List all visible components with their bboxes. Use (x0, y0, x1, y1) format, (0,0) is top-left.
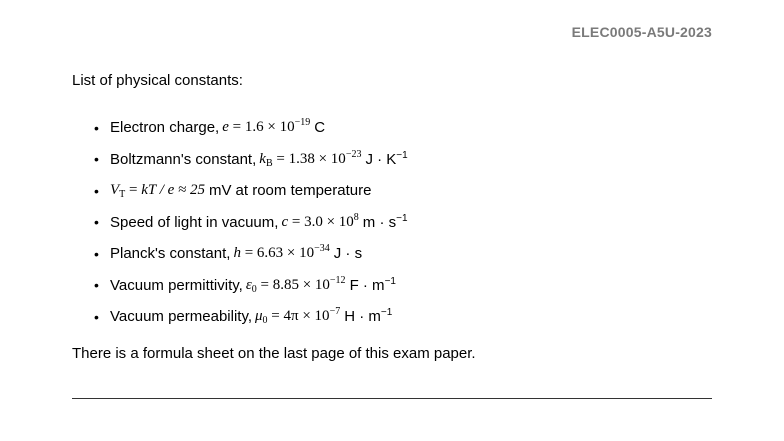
constant-subscript: 0 (251, 283, 257, 295)
constant-unit: C (314, 119, 326, 137)
constant-symbol: h (233, 245, 241, 262)
constant-label: Boltzmann's constant, (110, 150, 257, 168)
constant-value: kT / e ≈ 25 (141, 182, 206, 199)
constant-note: at room temperature (235, 182, 372, 200)
page-divider (72, 398, 712, 399)
constant-formula (281, 211, 359, 231)
constant-planck (94, 238, 408, 270)
constant-exponent: −12 (329, 274, 346, 286)
constant-relation: = (272, 150, 289, 167)
constant-label: Vacuum permeability, (110, 308, 253, 326)
constants-intro: List of physical constants: (72, 72, 243, 89)
constant-exponent: 8 (353, 211, 359, 223)
constant-symbol: ε (245, 276, 252, 293)
bullet-icon: • (94, 151, 99, 168)
constant-boltzmann (94, 144, 408, 176)
constant-symbol: c (281, 213, 289, 230)
constant-unit-exponent: −1 (384, 275, 396, 287)
constant-symbol: V (110, 182, 120, 199)
constant-unit (365, 151, 407, 168)
constant-unit-text: F · m (349, 276, 385, 294)
constant-label: Speed of light in vacuum, (110, 213, 279, 231)
constant-label: Planck's constant, (110, 245, 231, 263)
constant-subscript: B (265, 157, 273, 169)
constant-unit-text: H · m (344, 308, 381, 326)
constant-formula (245, 274, 346, 295)
constant-value: 4π × 10 (283, 308, 330, 325)
constant-unit (344, 308, 392, 325)
constant-symbol: e (222, 119, 229, 136)
constant-relation: = (288, 213, 305, 230)
constant-label: Vacuum permittivity, (110, 276, 243, 294)
constant-unit-exponent: −1 (396, 149, 408, 161)
constant-value: 1.6 × 10 (244, 119, 295, 136)
constant-label: Electron charge, (110, 119, 220, 137)
constant-unit (350, 277, 396, 294)
constant-value: 6.63 × 10 (256, 245, 315, 262)
constant-relation: = (267, 308, 284, 325)
constant-unit-exponent: −1 (396, 212, 408, 224)
constant-unit (363, 214, 408, 231)
constant-relation: = (256, 276, 273, 293)
constant-exponent: −7 (329, 306, 341, 318)
constant-formula (110, 182, 205, 199)
constant-permittivity (94, 270, 408, 302)
bullet-icon: • (94, 308, 99, 325)
bullet-icon: • (94, 277, 99, 294)
constant-relation: = (125, 182, 142, 199)
constant-subscript: T (119, 189, 126, 201)
constant-unit-text: J · K (365, 150, 397, 168)
constant-unit-exponent: −1 (380, 307, 393, 319)
constant-exponent: −19 (294, 117, 311, 129)
constant-permeability (94, 301, 408, 333)
constant-symbol: k (259, 150, 266, 167)
bullet-icon: • (94, 214, 99, 231)
constant-value: 8.85 × 10 (272, 276, 330, 293)
constant-unit-text: m · s (362, 213, 397, 231)
constant-relation: = (240, 245, 257, 262)
constant-relation: = (228, 119, 245, 136)
constant-formula (222, 119, 310, 136)
exam-code: ELEC0005-A5U-2023 (571, 24, 712, 40)
formula-sheet-note: There is a formula sheet on the last page of this exam paper. (72, 345, 476, 362)
constant-electron-charge (94, 112, 408, 144)
bullet-icon: • (94, 182, 99, 199)
constant-exponent: −34 (314, 243, 330, 255)
constant-formula (255, 308, 340, 325)
constant-speed-of-light (94, 207, 408, 239)
constants-list (94, 112, 408, 333)
constant-exponent: −23 (345, 148, 362, 160)
constant-value: 1.38 × 10 (288, 150, 346, 167)
constant-value: 3.0 × 10 (304, 213, 354, 230)
constant-subscript: 0 (262, 315, 268, 327)
constant-unit: mV (209, 182, 232, 200)
constant-symbol: μ (255, 308, 263, 325)
constant-formula (259, 148, 362, 169)
constant-unit: J · s (333, 245, 363, 263)
bullet-icon: • (94, 245, 99, 262)
constant-formula (233, 245, 329, 262)
constant-thermal-voltage (94, 175, 408, 207)
bullet-icon: • (94, 119, 99, 136)
